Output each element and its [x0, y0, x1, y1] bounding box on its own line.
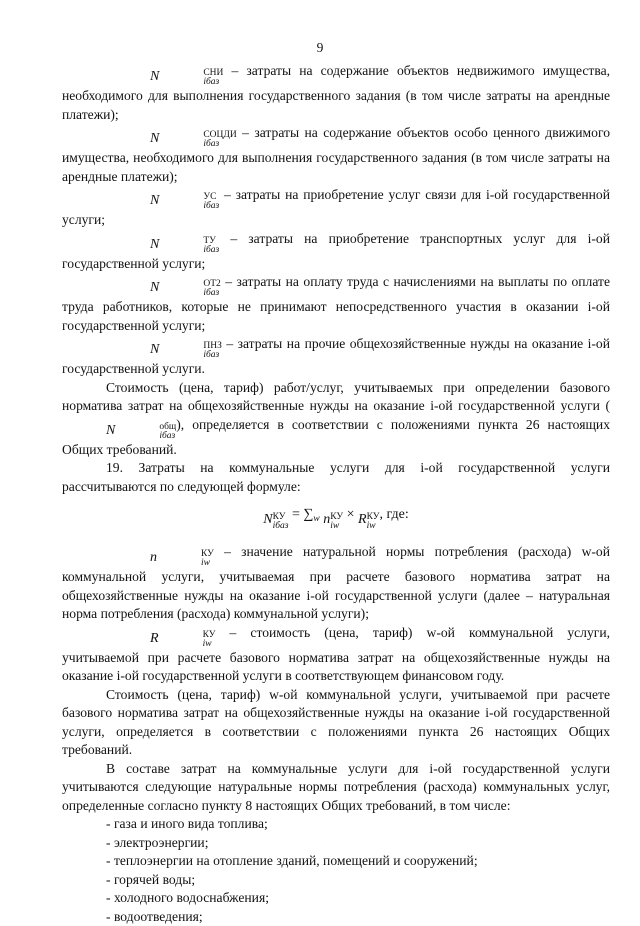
formula-ku: N КУ iбаз = $\sum_w$ n КУ iw × R КУ iw , где:: [62, 506, 610, 531]
symbol-n-pnz: N ПНЗ iбаз: [106, 342, 222, 360]
definition-text: – затраты на содержание объектов недвижимого имущества, необходимого для выполнения государственного задания (в том числе затраты на арендные платежи);: [62, 63, 610, 122]
symbol-r-ku: R КУ iw: [358, 513, 379, 531]
list-item: - электроэнергии;: [106, 834, 610, 853]
definition-text: – затраты на прочие общехозяйственные нужды на оказание i-ой государственной услуги.: [62, 336, 610, 376]
symbol-small-n-ku: n КУ iw: [106, 550, 214, 568]
list-item: - теплоэнергии на отопление зданий, помещений и сооружений;: [106, 852, 610, 871]
symbol-n-socdi: N СОЦДИ iбаз: [106, 131, 237, 149]
definition-tu: [62, 230, 610, 274]
symbol-n-us: N УС iбаз: [106, 193, 219, 211]
list-item: - холодного водоснабжения;: [106, 889, 610, 908]
cost-paragraph: Стоимость (цена, тариф) работ/услуг, учитываемых при определении базового норматива затрат на общехозяйственные нужды на оказание i-ой государственной услуги (N общ iбаз ), определяется в соответствии с положениями пункта 26 настоящих Общих требований.: [62, 379, 610, 460]
symbol-small-n-ku: n КУ iw: [323, 513, 343, 531]
symbol-n-ot2: N ОТ2 iбаз: [106, 280, 221, 298]
page-number: 9: [0, 40, 640, 56]
definition-sni: [62, 62, 610, 124]
list-item: - водоотведения;: [106, 908, 610, 926]
cost-paragraph-2: Стоимость (цена, тариф) w-ой коммунальной услуги, учитываемой при расчете базового норматива затрат на общехозяйственные нужды на оказание i-ой государственной услуги, определяется в соответствии с положениями пункта 26 настоящих Общих требований.: [62, 686, 610, 760]
symbol-n-ku: N КУ iбаз: [263, 513, 288, 531]
symbol-n-obsch: N общ iбаз: [62, 423, 176, 441]
definition-text: – затраты на содержание объектов особо ценного движимого имущества, необходимого для выполнения государственного задания (в том числе затраты на арендные платежи);: [62, 125, 610, 184]
definition-n-ku: n КУ iw – значение натуральной нормы потребления (расхода) w-ой коммунальной услуги, учитываемая при расчете базового норматива затрат на общехозяйственные нужды на оказание i-ой государственной услуги (далее – натуральная норма потребления (расхода) коммунальной услуги);: [62, 543, 610, 624]
item-19: 19. Затраты на коммунальные услуги для i-ой государственной услуги рассчитываются по следующей формуле:: [62, 459, 610, 496]
symbol-r-ku: R КУ iw: [106, 631, 215, 649]
list-item: - горячей воды;: [106, 871, 610, 890]
list-item: - газа и иного вида топлива;: [106, 815, 610, 834]
definition-text: – затраты на оплату труда с начислениями на выплаты по оплате труда работников, которые не принимают непосредственного участия в оказании i-ой государственной услуги;: [62, 274, 610, 333]
symbol-n-sni: N СНИ iбаз: [106, 69, 223, 87]
definition-r-ku: R КУ iw – стоимость (цена, тариф) w-ой коммунальной услуги, учитываемой при расчете базового норматива затрат на общехозяйственные нужды на оказание i-ой государственной услуги в соответствующем финансовом году.: [62, 624, 610, 686]
definition-socdi: [62, 124, 610, 186]
definition-text: – затраты на приобретение транспортных услуг для i-ой государственной услуги;: [62, 231, 610, 271]
list-intro: В составе затрат на коммунальные услуги для i-ой государственной услуги учитываются следующие натуральные нормы потребления (расхода) коммунальных услуг, определенные согласно пункту 8 настоящих Общих требований, в том числе:: [62, 760, 610, 816]
definition-ot2: [62, 273, 610, 335]
definition-text: – затраты на приобретение услуг связи для i-ой государственной услуги;: [62, 187, 610, 227]
symbol-n-tu: N ТУ iбаз: [106, 237, 219, 255]
page-content: [62, 62, 610, 926]
definition-pnz: [62, 335, 610, 379]
utility-list: [62, 815, 610, 926]
definition-us: [62, 186, 610, 230]
